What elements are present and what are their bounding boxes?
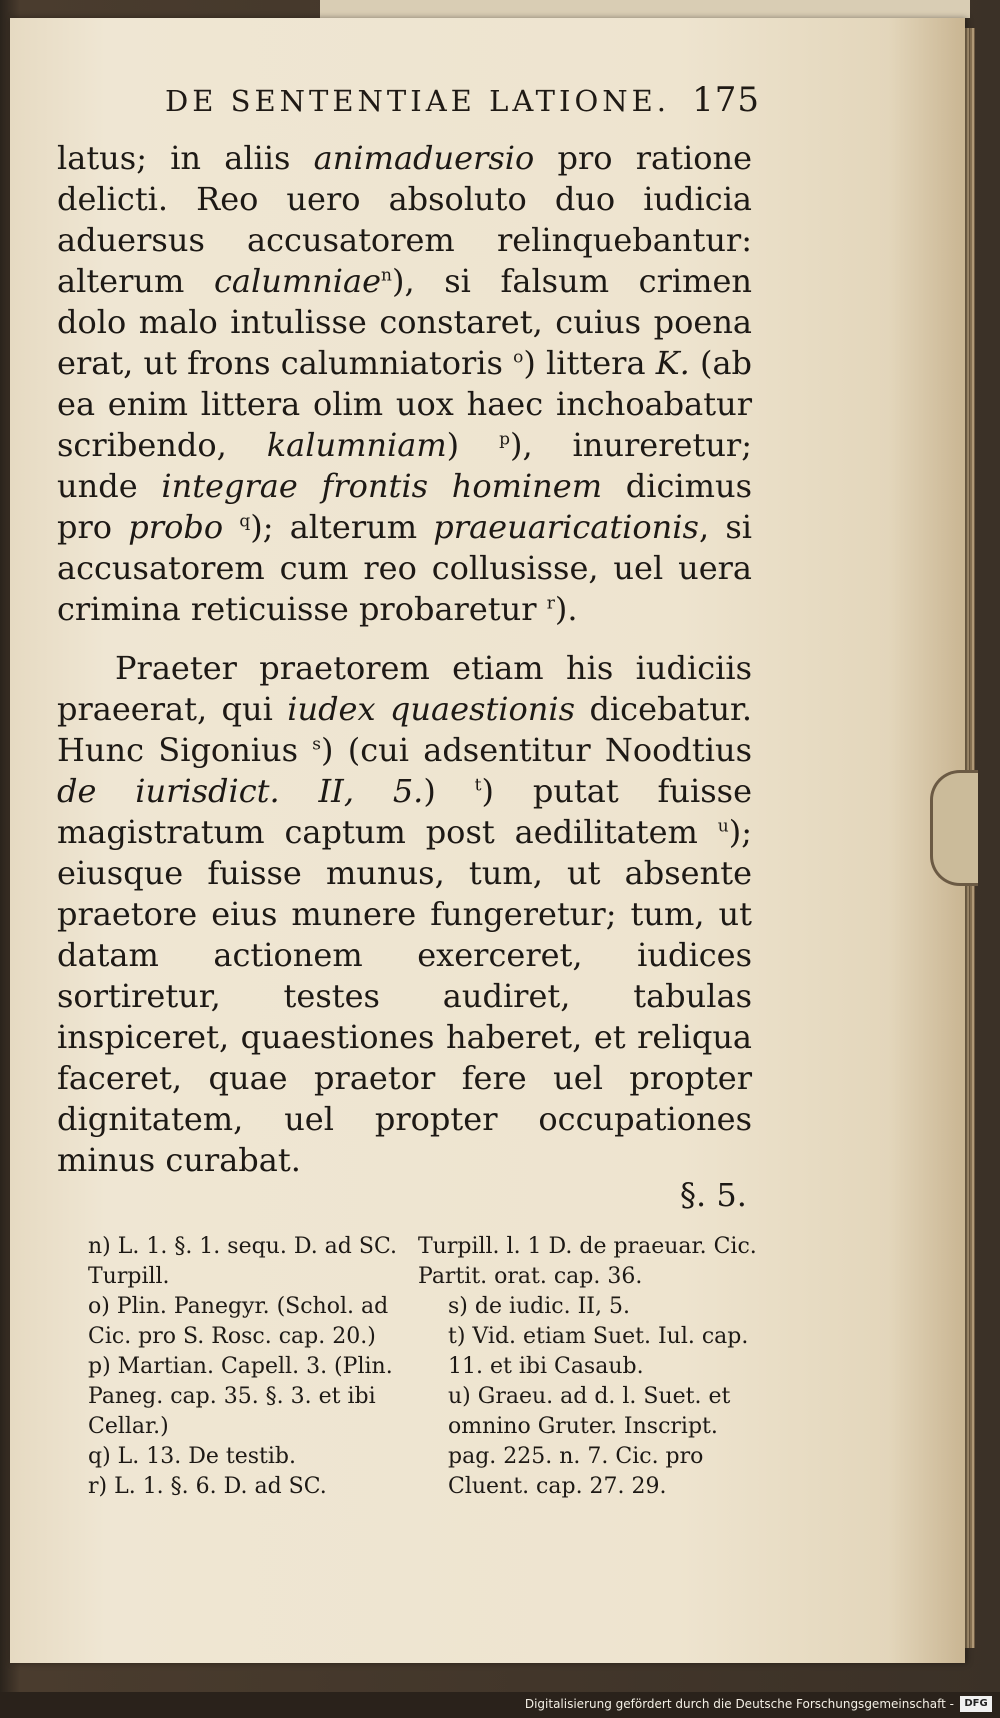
text-run: pro ratione delicti. Reo uero absoluto duo iudicia aduersus accusatorem relinquebantur: alterum [57, 139, 753, 300]
paragraph-1 [57, 138, 752, 630]
text-run: Praeter praetorem etiam his iudiciis praeerat, qui [57, 649, 752, 728]
footnote-p: p) Martian. Capell. 3. (Plin. Paneg. cap. 35. §. 3. et ibi Cellar.) [88, 1354, 393, 1439]
footnote-ref: s [312, 734, 322, 755]
paragraph-2 [57, 648, 752, 1181]
footnote-ref: t [474, 775, 482, 796]
text-run: ) littera [523, 344, 656, 382]
footnote-o: o) Plin. Panegyr. (Schol. ad Cic. pro S. Rosc. cap. 20.) [88, 1294, 389, 1349]
text-run: ) [446, 426, 500, 464]
page-number: 175 [692, 80, 760, 120]
footnote-u: u) Graeu. ad d. l. Suet. et omnino Gruter. Inscript. pag. 225. n. 7. Cic. pro Cluent. cap. 27. 29. [448, 1384, 731, 1499]
footnote-ref: o [513, 347, 524, 368]
text-run [223, 508, 239, 546]
text-run: dicimus pro [57, 467, 753, 546]
footnote-t: t) Vid. etiam Suet. Iul. cap. 11. et ibi Casaub. [448, 1324, 749, 1379]
text-run: ); alterum [250, 508, 434, 546]
italic-term: integrae frontis hominem [161, 467, 603, 505]
footnote-n: n) L. 1. §. 1. sequ. D. ad SC. Turpill. [88, 1234, 397, 1289]
catchword: §. 5. [680, 1176, 747, 1214]
italic-term: kalumniam [266, 426, 447, 464]
text-run: (ab ea enim littera olim uox haec inchoabatur scribendo, [57, 344, 752, 464]
dfg-logo: DFG [960, 1696, 992, 1712]
italic-term: probo [128, 508, 224, 546]
footnote-ref: p [499, 429, 510, 450]
digitization-footer [0, 1692, 1000, 1718]
text-run: ) putat fuisse magistratum captum post aedilitatem [57, 772, 753, 851]
footnote-ref: q [239, 511, 251, 532]
italic-term: K. [655, 344, 690, 382]
text-run: ), inureretur; unde [57, 426, 753, 505]
text-run: , si accusatorem cum reo collusisse, uel uera crimina reticuisse probaretur [57, 508, 752, 628]
footnotes-left-column [58, 1232, 398, 1502]
italic-term: praeuaricationis [433, 508, 699, 546]
footnote-ref: n [381, 265, 392, 286]
main-text [57, 138, 752, 1181]
thumb-tab [930, 770, 978, 886]
running-title: DE SENTENTIAE LATIONE. [165, 84, 671, 118]
footnote-r: r) L. 1. §. 6. D. ad SC. [88, 1474, 327, 1499]
italic-term: animaduersio [313, 139, 535, 177]
text-run: ) (cui adsentitur Noodtius [321, 731, 752, 769]
footnotes-right-column [418, 1232, 758, 1502]
text-run: ), si falsum crimen dolo malo intulisse constaret, cuius poena erat, ut frons calumniatoris [57, 262, 753, 382]
italic-term: iudex quaestionis [287, 690, 576, 728]
text-run: dicebatur. Hunc Sigonius [57, 690, 752, 769]
text-run: latus; in aliis [57, 139, 314, 177]
footnote-s: s) de iudic. II, 5. [448, 1294, 630, 1319]
text-run: ) [423, 772, 475, 810]
footnote-q: q) L. 13. De testib. [88, 1444, 296, 1469]
footnote-r-continued: Turpill. l. 1 D. de praeuar. Cic. Partit. orat. cap. 36. [418, 1234, 757, 1289]
footnote-ref: r [546, 593, 555, 614]
next-page-edge [320, 0, 970, 18]
footnote-ref: u [717, 816, 729, 837]
text-run: ); eiusque fuisse munus, tum, ut absente praetore eius munere fungeretur; tum, ut datam actionem exerceret, iudices sortiretur, testes audiret, tabulas inspiceret, quaestiones haberet, et reliqua faceret, quae praetor fere uel propter dignitatem, uel propter occupationes minus curabat. [57, 813, 752, 1179]
text-run: ). [554, 590, 578, 628]
funding-credit: Digitalisierung gefördert durch die Deutsche Forschungsgemeinschaft - [524, 1697, 954, 1711]
italic-term: de iurisdict. II, 5. [57, 772, 424, 810]
italic-term: calumniae [213, 262, 382, 300]
